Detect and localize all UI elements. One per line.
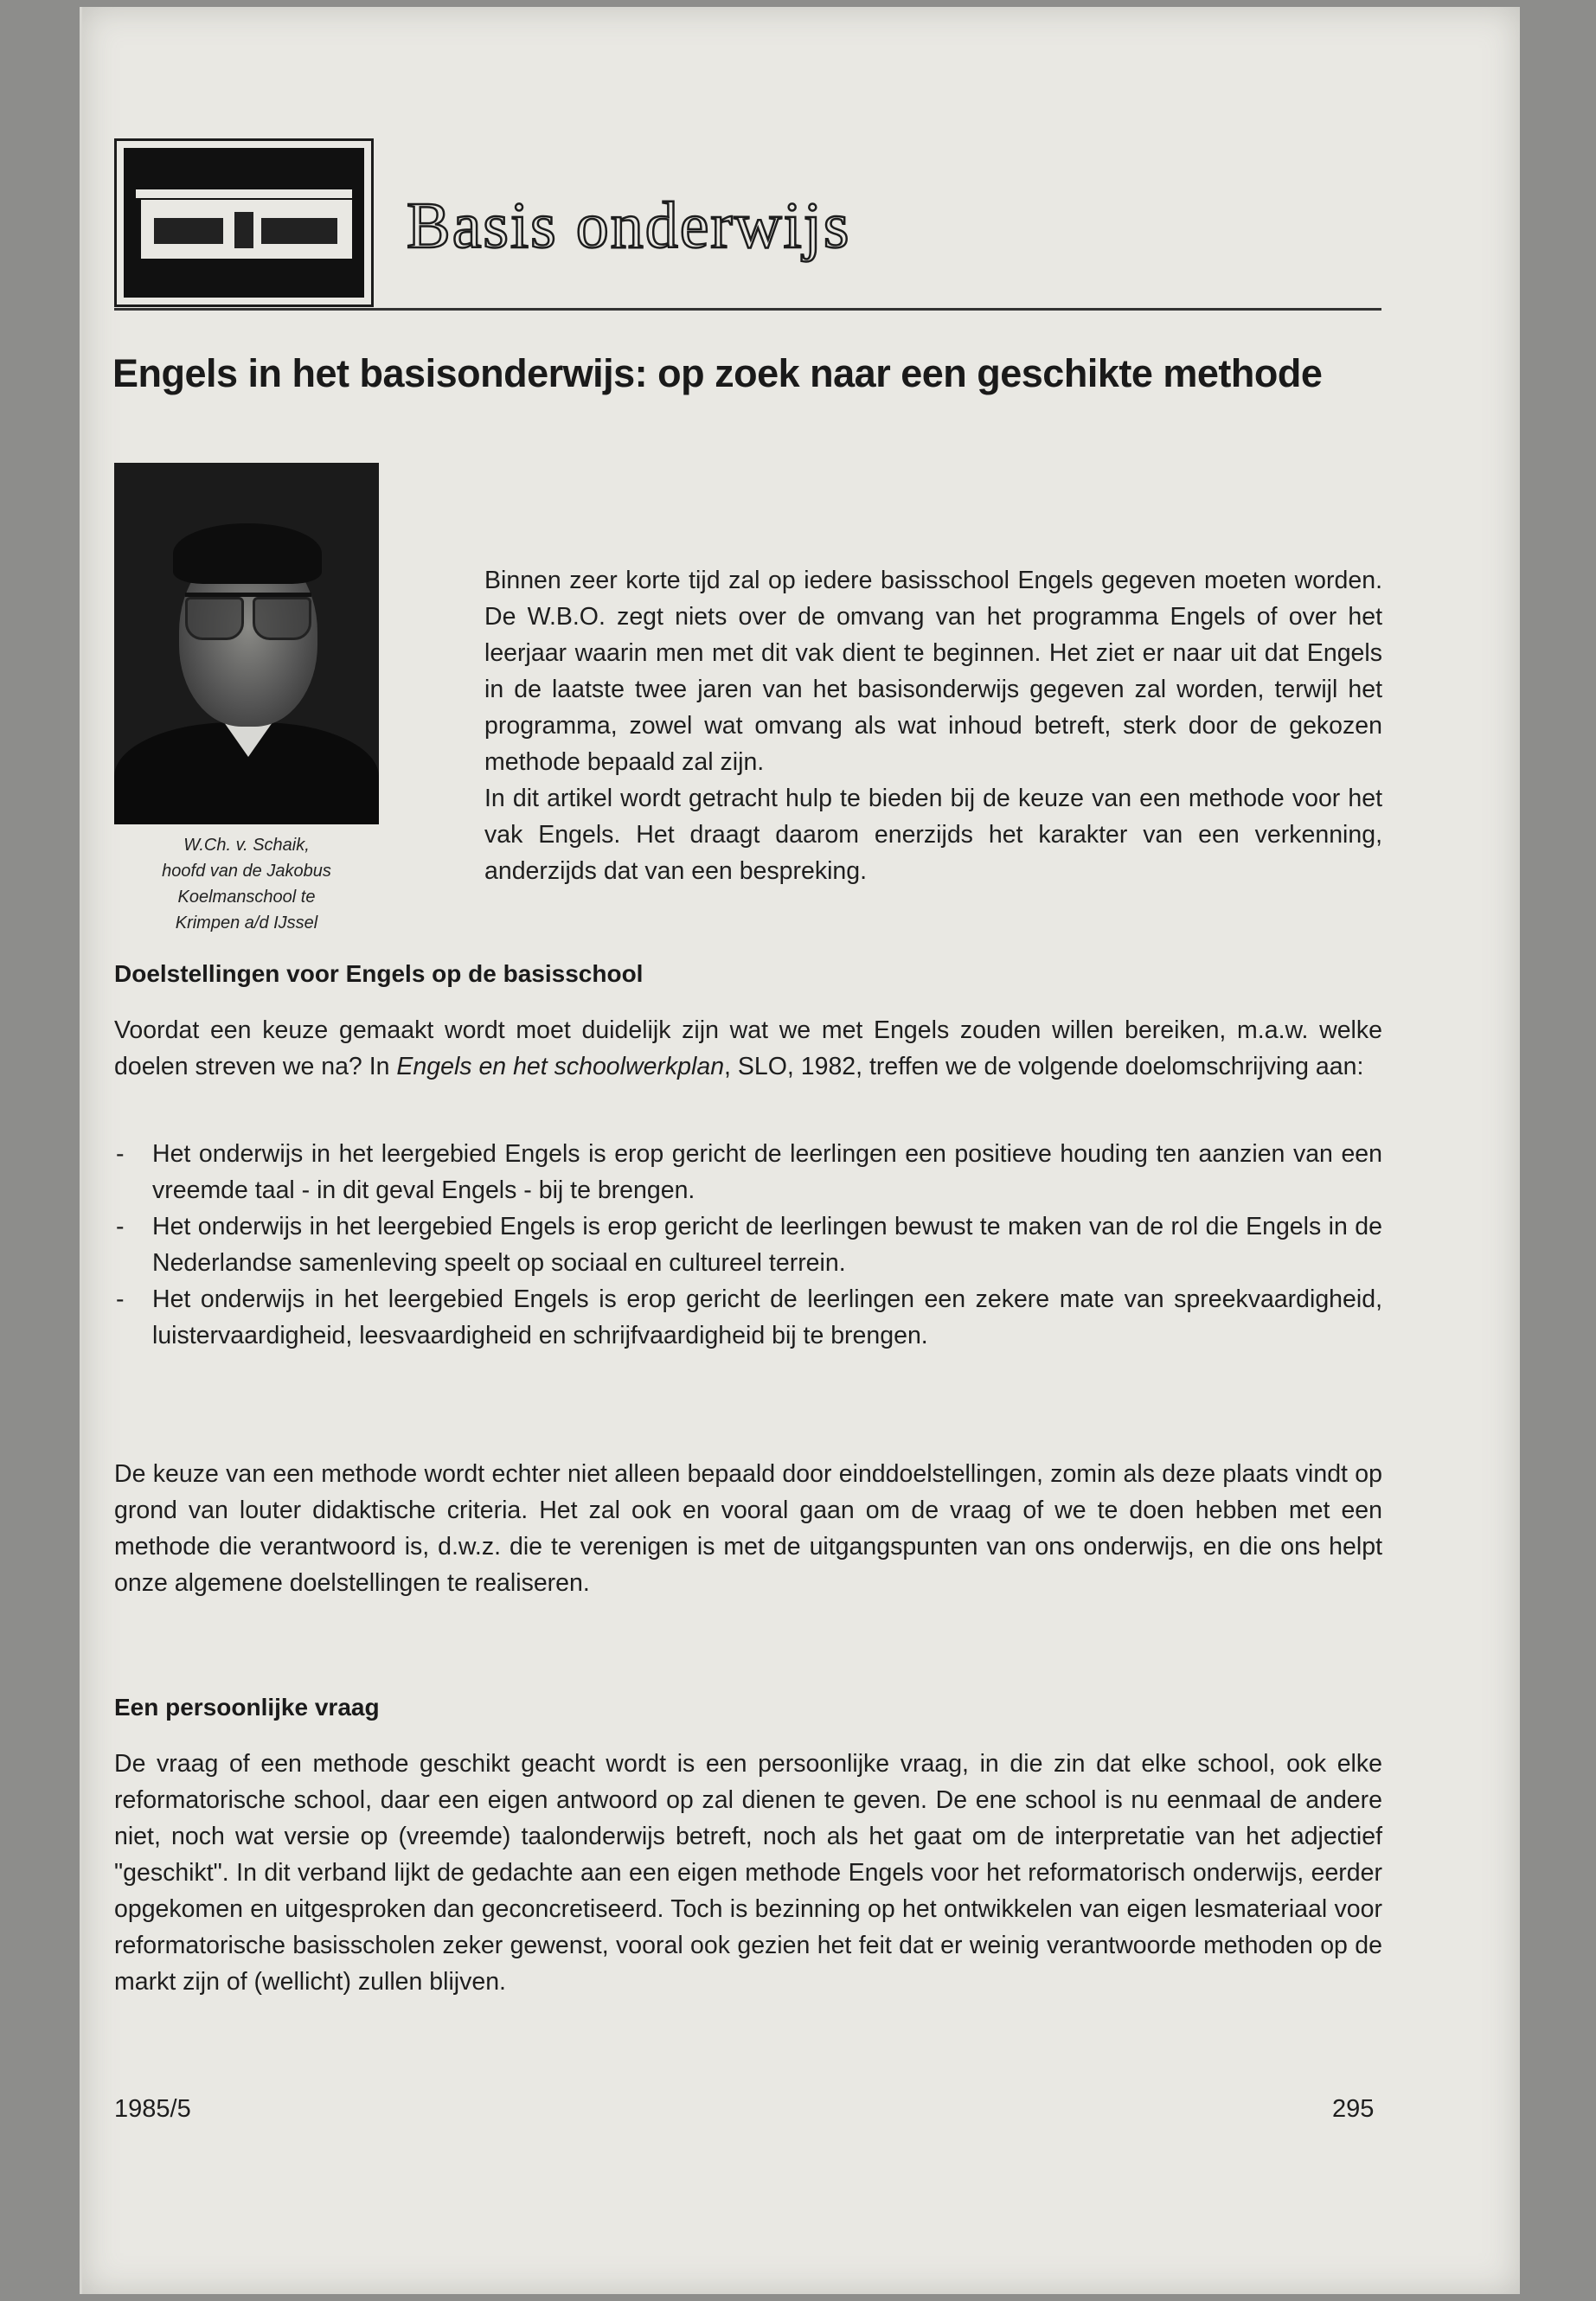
section-heading: Een persoonlijke vraag bbox=[114, 1694, 380, 1721]
list-item-text: Het onderwijs in het leergebied Engels is erop gericht de leerlingen bewust te maken van de rol die Engels in de Nederlandse samenleving speelt op sociaal en cultureel terrein. bbox=[152, 1213, 1382, 1277]
issue-number: 1985/5 bbox=[114, 2095, 191, 2123]
caption-line: Krimpen a/d IJssel bbox=[175, 913, 318, 933]
section-heading: Doelstellingen voor Engels op de basisschool bbox=[114, 960, 644, 987]
header-divider bbox=[114, 308, 1381, 311]
body-paragraph bbox=[114, 1012, 1382, 1085]
list-item bbox=[114, 1136, 1382, 1208]
list-item-text: Het onderwijs in het leergebied Engels is erop gericht de leerlingen een positieve houding ten aanzien van een vreemde taal - in dit geval Engels - bij te brengen. bbox=[152, 1140, 1382, 1204]
list-marker: - bbox=[116, 1140, 125, 1168]
logo-background bbox=[124, 148, 364, 298]
section-title: Basis onderwijs bbox=[407, 189, 851, 262]
list-item bbox=[114, 1281, 1382, 1354]
intro-paragraph: In dit artikel wordt getracht hulp te bieden bij de keuze van een methode voor het vak Engels. Het draagt daarom enerzijds het karakter van een verkenning, anderzijds dat van een bespreking. bbox=[484, 785, 1382, 885]
school-building-logo bbox=[114, 138, 374, 307]
caption-line: Koelmanschool te bbox=[177, 888, 316, 907]
author-photo bbox=[114, 463, 379, 824]
paragraph-text: Voordat een keuze gemaakt wordt moet duidelijk zijn wat we met Engels zouden willen bereiken, m.a.w. welke doelen streven we na? In bbox=[114, 1016, 1382, 1080]
list-marker: - bbox=[116, 1213, 125, 1240]
body-paragraph bbox=[114, 1456, 1382, 1601]
list-marker: - bbox=[116, 1285, 125, 1313]
paragraph-text: De keuze van een methode wordt echter niet alleen bepaald door einddoelstellingen, zomin als deze plaats vindt op grond van louter didaktische criteria. Het zal ook en vooral gaan om de vraag of we te doen hebben met een methode die verantwoord is, d.w.z. die te verenigen is met de uitgangspunten van ons onderwijs, en die ons helpt onze algemene doelstellingen te realiseren. bbox=[114, 1460, 1382, 1597]
paragraph-text: De vraag of een methode geschikt geacht wordt is een persoonlijke vraag, in die zin dat elke school, ook elke reformatorische school, daar een eigen antwoord op zal dienen te geven. De ene school is nu eenmaal de andere niet, noch wat versie op (vreemde) taalonderwijs betreft, noch als het gaat om de interpretatie van het adjectief "geschikt". In dit verband lijkt de gedachte aan een eigen methode Engels voor het reformatorisch onderwijs, eerder opgekomen en uitgesproken dan geconcretiseerd. Toch is bezinning op het ontwikkelen van eigen lesmateriaal voor reformatorische basisscholen zeker gewenst, vooral ook gezien het feit dat er weinig verantwoorde methoden op de markt zijn of (wellicht) zullen blijven. bbox=[114, 1750, 1382, 1996]
caption-line: hoofd van de Jakobus bbox=[162, 862, 331, 881]
paragraph-text: , SLO, 1982, treffen we de volgende doelomschrijving aan: bbox=[724, 1053, 1364, 1080]
building-icon bbox=[141, 200, 352, 259]
book-title: Engels en het schoolwerkplan bbox=[396, 1053, 725, 1080]
photo-caption bbox=[114, 832, 379, 936]
page-number: 295 bbox=[1332, 2095, 1375, 2123]
article-headline: Engels in het basisonderwijs: op zoek naar een geschikte methode bbox=[112, 351, 1323, 395]
body-paragraph bbox=[114, 1746, 1382, 2000]
list-item bbox=[114, 1208, 1382, 1281]
goals-list bbox=[114, 1136, 1382, 1354]
caption-line: W.Ch. v. Schaik, bbox=[183, 836, 310, 855]
intro-text bbox=[484, 562, 1382, 889]
intro-paragraph: Binnen zeer korte tijd zal op iedere basisschool Engels gegeven moeten worden. De W.B.O. zegt niets over de omvang van het programma Engels of over het leerjaar waarin men met dit vak dient te beginnen. Het ziet er naar uit dat Engels in de laatste twee jaren van het basisonderwijs gegeven zal worden, terwijl het programma, zowel wat omvang als wat inhoud betreft, sterk door de gekozen methode bepaald zal zijn. bbox=[484, 567, 1382, 776]
list-item-text: Het onderwijs in het leergebied Engels is erop gericht de leerlingen een zekere mate van spreekvaardigheid, luistervaardigheid, leesvaardigheid en schrijfvaardigheid bij te brengen. bbox=[152, 1285, 1382, 1349]
